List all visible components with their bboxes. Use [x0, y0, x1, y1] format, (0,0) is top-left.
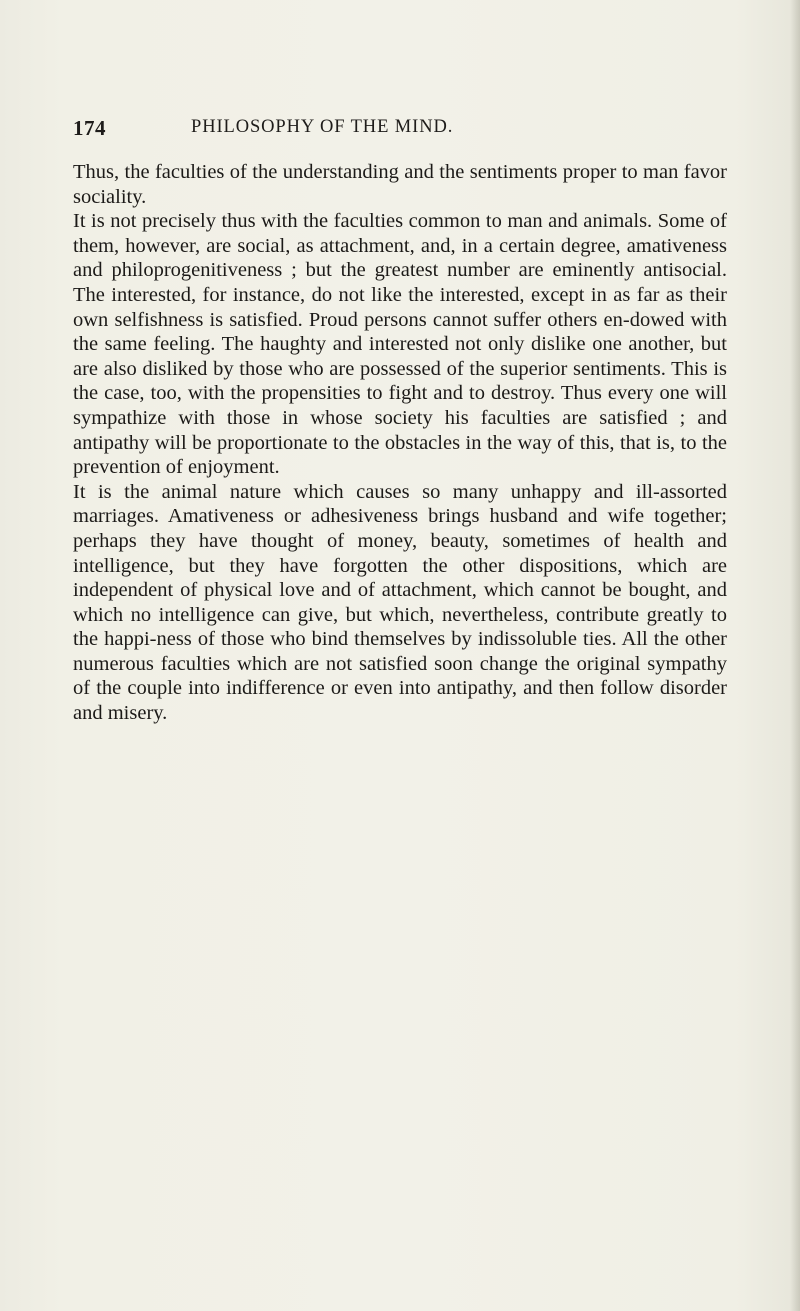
running-title: PHILOSOPHY OF THE MIND.	[191, 117, 454, 137]
paragraph: It is not precisely thus with the faculties common to man and animals. Some of them, however, are social, as attachment, and, in a certain degree, amativeness and philoprogenitiveness ; but the greatest number are eminently antisocial. The interested, for instance, do not like the interested, except in as far as their own selfishness is satisfied. Proud persons cannot suffer others en-dowed with the same feeling. The haughty and interested not only dislike one another, but are also disliked by those who are possessed of the superior sentiments. This is the case, too, with the propensities to fight and to destroy. Thus every one will sympathize with those in whose society his faculties are satisfied ; and antipathy will be proportionate to the obstacles in the way of this, that is, to the prevention of enjoyment.	[73, 210, 727, 479]
page-number: 174	[73, 116, 106, 140]
paragraph: It is the animal nature which causes so many unhappy and ill-assorted marriages. Amativeness or adhesiveness brings husband and wife together; perhaps they have thought of money, beauty, sometimes of health and intelligence, but they have forgotten the other dispositions, which are independent of physical love and of attachment, which cannot be bought, and which no intelligence can give, but which, nevertheless, contribute greatly to the happi-ness of those who bind themselves by indissoluble ties. All the other numerous faculties which are not satisfied soon change the original sympathy of the couple into indifference or even into antipathy, and then follow disorder and misery.	[73, 480, 727, 725]
paragraph: Thus, the faculties of the understanding and the sentiments proper to man favor sociality.	[73, 161, 727, 208]
running-head	[73, 116, 729, 142]
body-text	[73, 160, 727, 726]
page-edge-shadow	[790, 0, 800, 1311]
